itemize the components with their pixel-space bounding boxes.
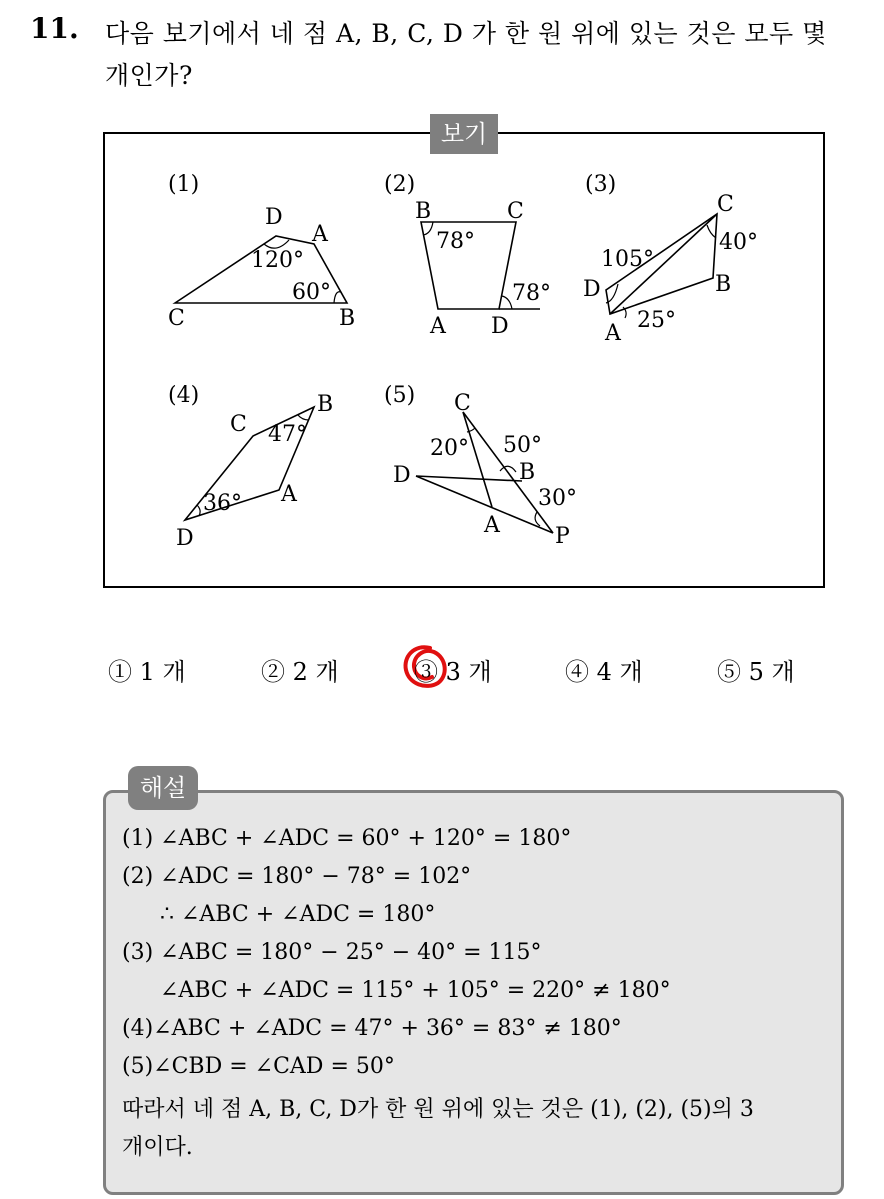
solution-label: 해설 (128, 766, 198, 810)
figure5-number: (5) (384, 383, 416, 408)
figure4-angle-d-arc (197, 505, 200, 516)
figure4-label-d: D (176, 526, 194, 551)
figure2-angle-d-arc (502, 296, 512, 309)
figure4-angle-b-arc (298, 415, 309, 420)
figure1-angle-60: 60° (292, 280, 331, 305)
choice-1[interactable] (108, 652, 186, 687)
choice-1-text: 1 개 (139, 658, 186, 686)
figure2-label-c: C (507, 199, 524, 224)
figure2-label-b: B (415, 199, 432, 224)
figure5-line-db (416, 476, 522, 481)
figure5-angle-20: 20° (430, 436, 469, 461)
solution-line-4: (3) ∠ABC = 180° − 25° − 40° = 115° (122, 940, 542, 965)
solution-line-9: 개이다. (122, 1135, 193, 1160)
figure5-label-c: C (454, 391, 471, 416)
figure5-label-d: D (393, 463, 411, 488)
figure4-number: (4) (168, 383, 200, 408)
bogi-label: 보기 (430, 114, 498, 154)
choice-1-mark: ① (108, 658, 132, 686)
figure2-label-a: A (430, 314, 446, 339)
choice-4[interactable] (565, 652, 643, 687)
figure4-label-b: B (317, 392, 334, 417)
solution-line-2: (2) ∠ADC = 180° − 78° = 102° (122, 864, 472, 889)
choice-4-mark: ④ (565, 658, 589, 686)
figure1-angle-b-arc (334, 292, 341, 303)
figure2-angle-d: 78° (512, 281, 551, 306)
figure1-label-d: D (265, 205, 283, 230)
figure3-label-b: B (715, 272, 732, 297)
figure1-label-a: A (312, 222, 328, 247)
figure1-label-c: C (168, 306, 185, 331)
choice-3-mark: ③ (414, 658, 438, 686)
choice-2-mark: ② (261, 658, 285, 686)
choice-5[interactable] (717, 652, 795, 687)
figure5-label-p: P (555, 524, 570, 549)
figure5-angle-30: 30° (538, 486, 577, 511)
figure1-label-b: B (339, 306, 356, 331)
choice-5-mark: ⑤ (717, 658, 741, 686)
figure3-angle-c-arc (707, 225, 716, 238)
figure3-angle-25: 25° (637, 308, 676, 333)
solution-line-8: 따라서 네 점 A, B, C, D가 한 원 위에 있는 것은 (1), (2), (5)의 3 (122, 1097, 754, 1122)
choice-4-text: 4 개 (596, 658, 643, 686)
question-text-line1: 다음 보기에서 네 점 A, B, C, D 가 한 원 위에 있는 것은 모두 몇 (105, 19, 827, 48)
solution-line-5: ∠ABC + ∠ADC = 115° + 105° = 220° ≠ 180° (160, 978, 671, 1003)
question-text-line2: 개인가? (105, 61, 193, 90)
choice-3[interactable] (414, 652, 492, 687)
figure5-label-b: B (519, 460, 536, 485)
figure1-number: (1) (168, 172, 200, 197)
figure2-angle-b: 78° (436, 229, 475, 254)
figure2-number: (2) (384, 172, 416, 197)
solution-line-1: (1) ∠ABC + ∠ADC = 60° + 120° = 180° (122, 826, 572, 851)
figure3-number: (3) (585, 172, 617, 197)
question-number: 11. (30, 12, 79, 45)
figure4-angle-47: 47° (268, 422, 307, 447)
figure1-angle-120: 120° (251, 248, 304, 273)
solution-line-3: ∴ ∠ABC + ∠ADC = 180° (160, 902, 436, 927)
figure3-label-c: C (717, 192, 734, 217)
figure5-angle-50: 50° (503, 433, 542, 458)
solution-line-7: (5)∠CBD = ∠CAD = 50° (122, 1054, 395, 1079)
figure3-label-d: D (583, 277, 601, 302)
figure4-label-a: A (281, 482, 297, 507)
solution-line-6: (4)∠ABC + ∠ADC = 47° + 36° = 83° ≠ 180° (122, 1016, 622, 1041)
figure5-angle-b-arc (500, 466, 516, 472)
figure5-label-a: A (484, 513, 500, 538)
figure4-angle-36: 36° (203, 491, 242, 516)
choice-3-text: 3 개 (445, 658, 492, 686)
choice-5-text: 5 개 (748, 658, 795, 686)
figure2-label-d: D (491, 314, 509, 339)
figure3-angle-105: 105° (601, 247, 654, 272)
figure3-label-a: A (605, 321, 621, 346)
choice-2[interactable] (261, 652, 339, 687)
choice-2-text: 2 개 (292, 658, 339, 686)
figure4-label-c: C (230, 412, 247, 437)
figure3-angle-40: 40° (719, 230, 758, 255)
